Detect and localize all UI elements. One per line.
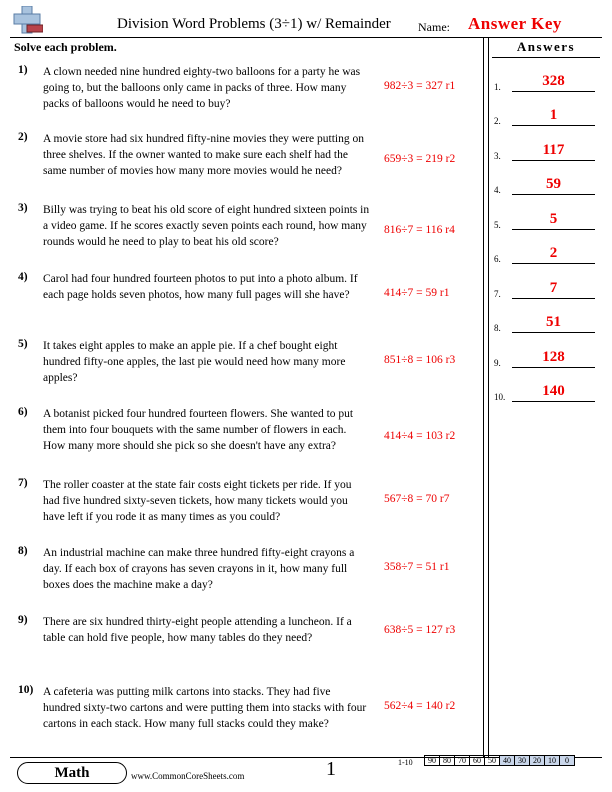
problem-work: 562÷4 = 140 r2 xyxy=(384,700,456,712)
page-number: 1 xyxy=(326,758,336,780)
score-cell: 60 xyxy=(470,756,485,766)
answer-key-label: Answer Key xyxy=(468,14,562,33)
instructions: Solve each problem. xyxy=(14,40,117,54)
score-cell: 30 xyxy=(515,756,530,766)
problem-number: 3) xyxy=(18,202,28,214)
score-cell: 70 xyxy=(455,756,470,766)
answer-10 xyxy=(494,382,602,402)
problem-text: A botanist picked four hundred fourteen flowers. She wanted to put them into four bouquets with the same number of flowers in each. How many more should she pick so she doesn't have any extra? xyxy=(43,408,354,452)
answer-line xyxy=(512,367,595,368)
answer-number: 2. xyxy=(494,116,501,126)
answer-number: 10. xyxy=(494,392,506,402)
problem-number: 6) xyxy=(18,406,28,418)
answer-8 xyxy=(494,313,602,333)
answer-number: 1. xyxy=(494,82,501,92)
problem-text: A movie store had six hundred fifty-nine movies they were putting on three shelves. If the owner wanted to make sure each shelf had the same number of movies how many more movies would he need? xyxy=(43,133,364,177)
subject-badge: Math xyxy=(17,762,127,784)
answer-number: 3. xyxy=(494,151,501,161)
answers-heading: Answers xyxy=(516,39,576,54)
answer-2 xyxy=(494,106,602,126)
score-cell: 90 xyxy=(425,756,440,766)
name-label: Name: xyxy=(418,20,450,34)
score-range-label: 1-10 xyxy=(398,758,413,767)
problem-work: 567÷8 = 70 r7 xyxy=(384,493,450,505)
problem-number: 7) xyxy=(18,477,28,489)
answer-value: 5 xyxy=(549,211,558,227)
score-cell: 80 xyxy=(440,756,455,766)
answer-value: 328 xyxy=(542,73,565,89)
problem-number: 4) xyxy=(18,271,28,283)
answer-value: 7 xyxy=(549,280,558,296)
score-cell: 40 xyxy=(500,756,515,766)
problem-text: An industrial machine can make three hundred fifty-eight crayons a day. If each box of crayons has seven crayons in it, how many full boxes does the machine make a day? xyxy=(43,547,355,591)
answer-number: 4. xyxy=(494,185,501,195)
answer-line xyxy=(512,229,595,230)
answer-9 xyxy=(494,348,602,368)
problem-text: It takes eight apples to make an apple pie. If a chef bought eight hundred fifty-one apples, the last pie would need how many more apples? xyxy=(43,340,346,384)
answer-line xyxy=(512,401,595,402)
problem-text: There are six hundred thirty-eight people attending a luncheon. If a table can hold five people, how many tables do they need? xyxy=(43,616,352,644)
score-cell: 20 xyxy=(530,756,545,766)
score-cell: 50 xyxy=(485,756,500,766)
answer-number: 5. xyxy=(494,220,501,230)
answer-1 xyxy=(494,72,602,92)
answer-number: 7. xyxy=(494,289,501,299)
logo-plus-minus-icon xyxy=(13,6,43,36)
answer-line xyxy=(512,160,595,161)
problem-number: 5) xyxy=(18,338,28,350)
answer-value: 117 xyxy=(542,142,565,158)
worksheet-title: Division Word Problems (3÷1) w/ Remainder xyxy=(117,16,391,32)
answer-line xyxy=(512,332,595,333)
problem-number: 2) xyxy=(18,131,28,143)
answer-4 xyxy=(494,175,602,195)
answer-line xyxy=(512,194,595,195)
problem-text: Billy was trying to beat his old score of eight hundred sixteen points in a video game. If he scores exactly seven points each round, how many rounds would he need to play to beat his old score? xyxy=(43,204,370,248)
problem-work: 982÷3 = 327 r1 xyxy=(384,80,456,92)
problem-number: 8) xyxy=(18,545,28,557)
problem-text: The roller coaster at the state fair costs eight tickets per ride. If you had five hundred sixty-seven tickets, how many tickets would you have left if you rode it as many times as you could? xyxy=(43,479,352,523)
score-cell: 0 xyxy=(560,756,575,766)
answer-number: 6. xyxy=(494,254,501,264)
answer-line xyxy=(512,263,595,264)
answer-line xyxy=(512,125,595,126)
problem-text: Carol had four hundred fourteen photos to put into a photo album. If each page holds seven photos, how many full pages will she have? xyxy=(43,273,358,301)
problem-work: 638÷5 = 127 r3 xyxy=(384,624,456,636)
problem-work: 414÷4 = 103 r2 xyxy=(384,430,456,442)
header-divider xyxy=(10,37,602,38)
answer-line xyxy=(512,298,595,299)
answer-line xyxy=(512,91,595,92)
problem-work: 816÷7 = 116 r4 xyxy=(384,224,455,236)
problem-text: A cafeteria was putting milk cartons into stacks. They had five hundred sixty-two cartons and were putting them into stacks with four cartons in each stack. How many full stacks could they make? xyxy=(43,686,367,730)
column-divider xyxy=(483,37,484,757)
score-cell: 10 xyxy=(545,756,560,766)
answer-value: 59 xyxy=(546,176,561,192)
answer-5 xyxy=(494,210,602,230)
answers-heading-underline xyxy=(492,57,600,58)
answer-value: 1 xyxy=(549,107,558,123)
answer-value: 140 xyxy=(542,383,565,399)
problem-work: 414÷7 = 59 r1 xyxy=(384,287,450,299)
answer-number: 8. xyxy=(494,323,501,333)
answer-7 xyxy=(494,279,602,299)
problem-work: 851÷8 = 106 r3 xyxy=(384,354,456,366)
answer-value: 128 xyxy=(542,349,565,365)
problem-text: A clown needed nine hundred eighty-two balloons for a party he was going to, but the balloons only came in packs of three. How many packs of balloons would he need to buy? xyxy=(43,66,361,110)
problem-number: 10) xyxy=(18,684,34,696)
answer-6 xyxy=(494,244,602,264)
answer-number: 9. xyxy=(494,358,501,368)
problem-work: 358÷7 = 51 r1 xyxy=(384,561,450,573)
site-url: www.CommonCoreSheets.com xyxy=(131,771,245,781)
answer-value: 2 xyxy=(549,245,558,261)
problem-work: 659÷3 = 219 r2 xyxy=(384,153,456,165)
problem-number: 1) xyxy=(18,64,28,76)
problem-number: 9) xyxy=(18,614,28,626)
answer-value: 51 xyxy=(546,314,561,330)
answer-3 xyxy=(494,141,602,161)
column-divider xyxy=(488,37,489,757)
score-table xyxy=(424,755,575,766)
